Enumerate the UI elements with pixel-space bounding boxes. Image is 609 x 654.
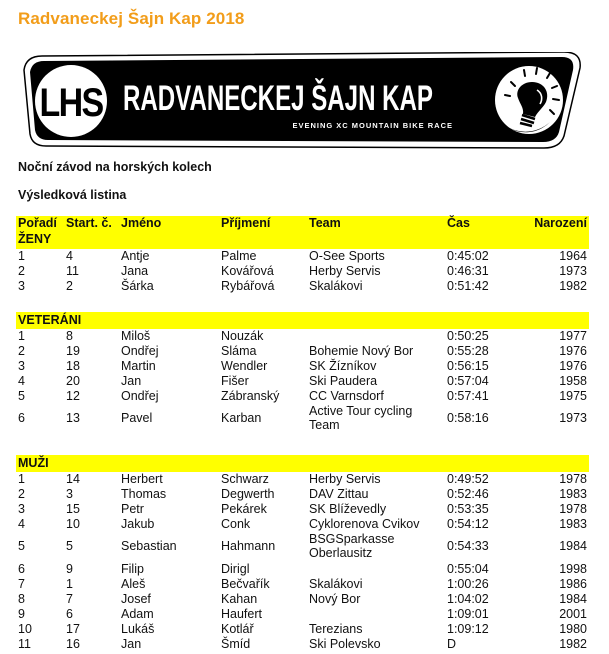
team-cell: SK Žízníkov xyxy=(309,359,377,373)
first-name-cell: Thomas xyxy=(121,487,167,501)
birth-year-cell: 1976 xyxy=(559,344,587,358)
last-name-cell: Conk xyxy=(221,517,251,531)
team-cell: DAV Zittau xyxy=(309,487,369,501)
rank-cell: 3 xyxy=(18,279,25,293)
team-cell: Skalákovi xyxy=(309,279,363,293)
team-cell: SK Blíževedly xyxy=(309,502,387,516)
section-label-veterans: VETERÁNI xyxy=(18,313,82,327)
time-cell: 0:46:31 xyxy=(447,264,489,278)
lightbulb-icon xyxy=(495,66,563,134)
table-row xyxy=(16,389,589,404)
svg-text:EVENING XC MOUNTAIN BIKE RACE: EVENING XC MOUNTAIN BIKE RACE xyxy=(292,121,453,130)
table-row xyxy=(16,532,589,562)
rank-cell: 1 xyxy=(18,249,25,263)
first-name-cell: Jan xyxy=(121,637,142,651)
first-name-cell: Aleš xyxy=(121,577,146,591)
start-number-cell: 2 xyxy=(66,279,73,293)
birth-year-cell: 1973 xyxy=(559,411,587,425)
time-cell: 1:09:01 xyxy=(447,607,489,621)
first-name-cell: Adam xyxy=(121,607,154,621)
table-row xyxy=(16,607,589,622)
rank-cell: 10 xyxy=(18,622,32,636)
first-name-cell: Antje xyxy=(121,249,150,263)
table-row xyxy=(16,249,589,264)
time-cell: 0:54:12 xyxy=(447,517,489,531)
time-cell: 0:45:02 xyxy=(447,249,489,263)
team-cell: Terezians xyxy=(309,622,363,636)
first-name-cell: Ondřej xyxy=(121,344,159,358)
first-name-cell: Herbert xyxy=(121,472,163,486)
last-name-cell: Rybářová xyxy=(221,279,275,293)
time-cell: 0:57:41 xyxy=(447,389,489,403)
table-row xyxy=(16,359,589,374)
time-cell: 0:55:04 xyxy=(447,562,489,576)
team-cell: O-See Sports xyxy=(309,249,385,263)
start-number-cell: 14 xyxy=(66,472,80,486)
start-number-cell: 19 xyxy=(66,344,80,358)
rank-cell: 1 xyxy=(18,329,25,343)
time-cell: 0:54:33 xyxy=(447,539,489,553)
birth-year-cell: 1977 xyxy=(559,329,587,343)
col-first-name-header: Jméno xyxy=(121,216,162,230)
col-birth-header: Narození xyxy=(534,216,587,230)
section-label-women: ŽENY xyxy=(18,232,52,246)
last-name-cell: Haufert xyxy=(221,607,262,621)
birth-year-cell: 1978 xyxy=(559,502,587,516)
start-number-cell: 16 xyxy=(66,637,80,651)
table-row xyxy=(16,487,589,502)
time-cell: 0:58:16 xyxy=(447,411,489,425)
results-list-title: Výsledková listina xyxy=(18,188,127,202)
table-row xyxy=(16,472,589,487)
start-number-cell: 8 xyxy=(66,329,73,343)
start-number-cell: 17 xyxy=(66,622,80,636)
team-cell: Cyklorenova Cvikov xyxy=(309,517,420,531)
birth-year-cell: 1986 xyxy=(559,577,587,591)
birth-year-cell: 1982 xyxy=(559,279,587,293)
start-number-cell: 3 xyxy=(66,487,73,501)
rank-cell: 6 xyxy=(18,562,25,576)
rank-cell: 2 xyxy=(18,344,25,358)
table-header xyxy=(16,216,589,249)
section-veterans-rows xyxy=(16,329,589,434)
first-name-cell: Ondřej xyxy=(121,389,159,403)
start-number-cell: 1 xyxy=(66,577,73,591)
last-name-cell: Sláma xyxy=(221,344,257,358)
rank-cell: 9 xyxy=(18,607,25,621)
start-number-cell: 20 xyxy=(66,374,80,388)
time-cell: 0:49:52 xyxy=(447,472,489,486)
birth-year-cell: 1973 xyxy=(559,264,587,278)
table-row xyxy=(16,264,589,279)
table-row xyxy=(16,562,589,577)
last-name-cell: Hahmann xyxy=(221,539,276,553)
last-name-cell: Palme xyxy=(221,249,257,263)
birth-year-cell: 1975 xyxy=(559,389,587,403)
last-name-cell: Kahan xyxy=(221,592,258,606)
last-name-cell: Kovářová xyxy=(221,264,274,278)
birth-year-cell: 1983 xyxy=(559,487,587,501)
table-row xyxy=(16,577,589,592)
last-name-cell: Pekárek xyxy=(221,502,267,516)
start-number-cell: 6 xyxy=(66,607,73,621)
last-name-cell: Kotlář xyxy=(221,622,254,636)
time-cell: D xyxy=(447,637,457,651)
start-number-cell: 4 xyxy=(66,249,73,263)
rank-cell: 5 xyxy=(18,389,25,403)
last-name-cell: Dirigl xyxy=(221,562,250,576)
team-cell: CC Varnsdorf xyxy=(309,389,384,403)
team-cell: Active Tour cycling Team xyxy=(309,404,413,432)
table-row xyxy=(16,344,589,359)
table-row xyxy=(16,592,589,607)
rank-cell: 11 xyxy=(18,637,31,651)
first-name-cell: Jana xyxy=(121,264,149,278)
section-header-men xyxy=(16,455,589,472)
team-cell: BSGSparkasse Oberlausitz xyxy=(309,532,395,560)
first-name-cell: Martin xyxy=(121,359,156,373)
rank-cell: 3 xyxy=(18,502,25,516)
race-subtitle: Noční závod na horských kolech xyxy=(18,160,212,174)
table-row xyxy=(16,502,589,517)
team-cell: Nový Bor xyxy=(309,592,361,606)
first-name-cell: Lukáš xyxy=(121,622,155,636)
last-name-cell: Degwerth xyxy=(221,487,275,501)
last-name-cell: Bečvařík xyxy=(221,577,270,591)
birth-year-cell: 1978 xyxy=(559,472,587,486)
last-name-cell: Šmíd xyxy=(221,637,251,651)
rank-cell: 4 xyxy=(18,517,25,531)
time-cell: 0:56:15 xyxy=(447,359,489,373)
first-name-cell: Josef xyxy=(121,592,151,606)
start-number-cell: 11 xyxy=(66,264,79,278)
rank-cell: 2 xyxy=(18,264,25,278)
last-name-cell: Zábranský xyxy=(221,389,280,403)
birth-year-cell: 1982 xyxy=(559,637,587,651)
last-name-cell: Karban xyxy=(221,411,262,425)
section-header-veterans xyxy=(16,312,589,329)
first-name-cell: Petr xyxy=(121,502,144,516)
rank-cell: 5 xyxy=(18,539,25,553)
last-name-cell: Fišer xyxy=(221,374,249,388)
time-cell: 0:51:42 xyxy=(447,279,489,293)
section-women-rows xyxy=(16,249,589,294)
table-row xyxy=(16,329,589,344)
time-cell: 1:04:02 xyxy=(447,592,489,606)
start-number-cell: 5 xyxy=(66,539,73,553)
rank-cell: 3 xyxy=(18,359,25,373)
table-row xyxy=(16,279,589,294)
results-table xyxy=(16,216,589,652)
first-name-cell: Filip xyxy=(121,562,144,576)
birth-year-cell: 1980 xyxy=(559,622,587,636)
time-cell: 0:55:28 xyxy=(447,344,489,358)
team-cell: Ski Paudera xyxy=(309,374,378,388)
start-number-cell: 7 xyxy=(66,592,73,606)
rank-cell: 8 xyxy=(18,592,25,606)
page-title: Radvaneckej Šajn Kap 2018 xyxy=(18,9,245,28)
time-cell: 0:52:46 xyxy=(447,487,489,501)
rank-cell: 6 xyxy=(18,411,25,425)
start-number-cell: 10 xyxy=(66,517,80,531)
first-name-cell: Jakub xyxy=(121,517,155,531)
rank-cell: 1 xyxy=(18,472,25,486)
start-number-cell: 18 xyxy=(66,359,80,373)
birth-year-cell: 1984 xyxy=(559,592,587,606)
table-row xyxy=(16,637,589,652)
svg-text:LHS: LHS xyxy=(39,79,103,125)
start-number-cell: 15 xyxy=(66,502,80,516)
section-men-rows xyxy=(16,472,589,652)
section-label-men: MUŽI xyxy=(18,456,49,470)
start-number-cell: 12 xyxy=(66,389,80,403)
last-name-cell: Schwarz xyxy=(221,472,269,486)
time-cell: 0:53:35 xyxy=(447,502,489,516)
birth-year-cell: 1976 xyxy=(559,359,587,373)
birth-year-cell: 1983 xyxy=(559,517,587,531)
time-cell: 1:09:12 xyxy=(447,622,489,636)
rank-cell: 4 xyxy=(18,374,25,388)
team-cell: Ski Polevsko xyxy=(309,637,381,651)
rank-cell: 7 xyxy=(18,577,25,591)
first-name-cell: Šárka xyxy=(121,279,154,293)
col-time-header: Čas xyxy=(447,216,470,230)
team-cell: Bohemie Nový Bor xyxy=(309,344,414,358)
table-row xyxy=(16,404,589,434)
col-start-header: Start. č. xyxy=(66,216,112,230)
team-cell: Herby Servis xyxy=(309,264,381,278)
first-name-cell: Jan xyxy=(121,374,142,388)
birth-year-cell: 1984 xyxy=(559,539,587,553)
table-row xyxy=(16,374,589,389)
last-name-cell: Nouzák xyxy=(221,329,264,343)
rank-cell: 2 xyxy=(18,487,25,501)
col-last-name-header: Příjmení xyxy=(221,216,271,230)
table-row xyxy=(16,517,589,532)
start-number-cell: 13 xyxy=(66,411,80,425)
team-cell: Skalákovi xyxy=(309,577,363,591)
table-row xyxy=(16,622,589,637)
team-cell: Herby Servis xyxy=(309,472,381,486)
time-cell: 0:57:04 xyxy=(447,374,489,388)
first-name-cell: Miloš xyxy=(121,329,151,343)
birth-year-cell: 2001 xyxy=(559,607,587,621)
col-rank-header: Pořadí xyxy=(18,216,57,230)
first-name-cell: Pavel xyxy=(121,411,153,425)
last-name-cell: Wendler xyxy=(221,359,268,373)
col-team-header: Team xyxy=(309,216,341,230)
event-banner xyxy=(16,52,588,150)
time-cell: 1:00:26 xyxy=(447,577,489,591)
birth-year-cell: 1958 xyxy=(559,374,587,388)
birth-year-cell: 1964 xyxy=(559,249,587,263)
birth-year-cell: 1998 xyxy=(559,562,587,576)
first-name-cell: Sebastian xyxy=(121,539,177,553)
start-number-cell: 9 xyxy=(66,562,73,576)
time-cell: 0:50:25 xyxy=(447,329,489,343)
svg-text:RADVANECKEJ ŠAJN KAP: RADVANECKEJ ŠAJN KAP xyxy=(123,79,574,118)
